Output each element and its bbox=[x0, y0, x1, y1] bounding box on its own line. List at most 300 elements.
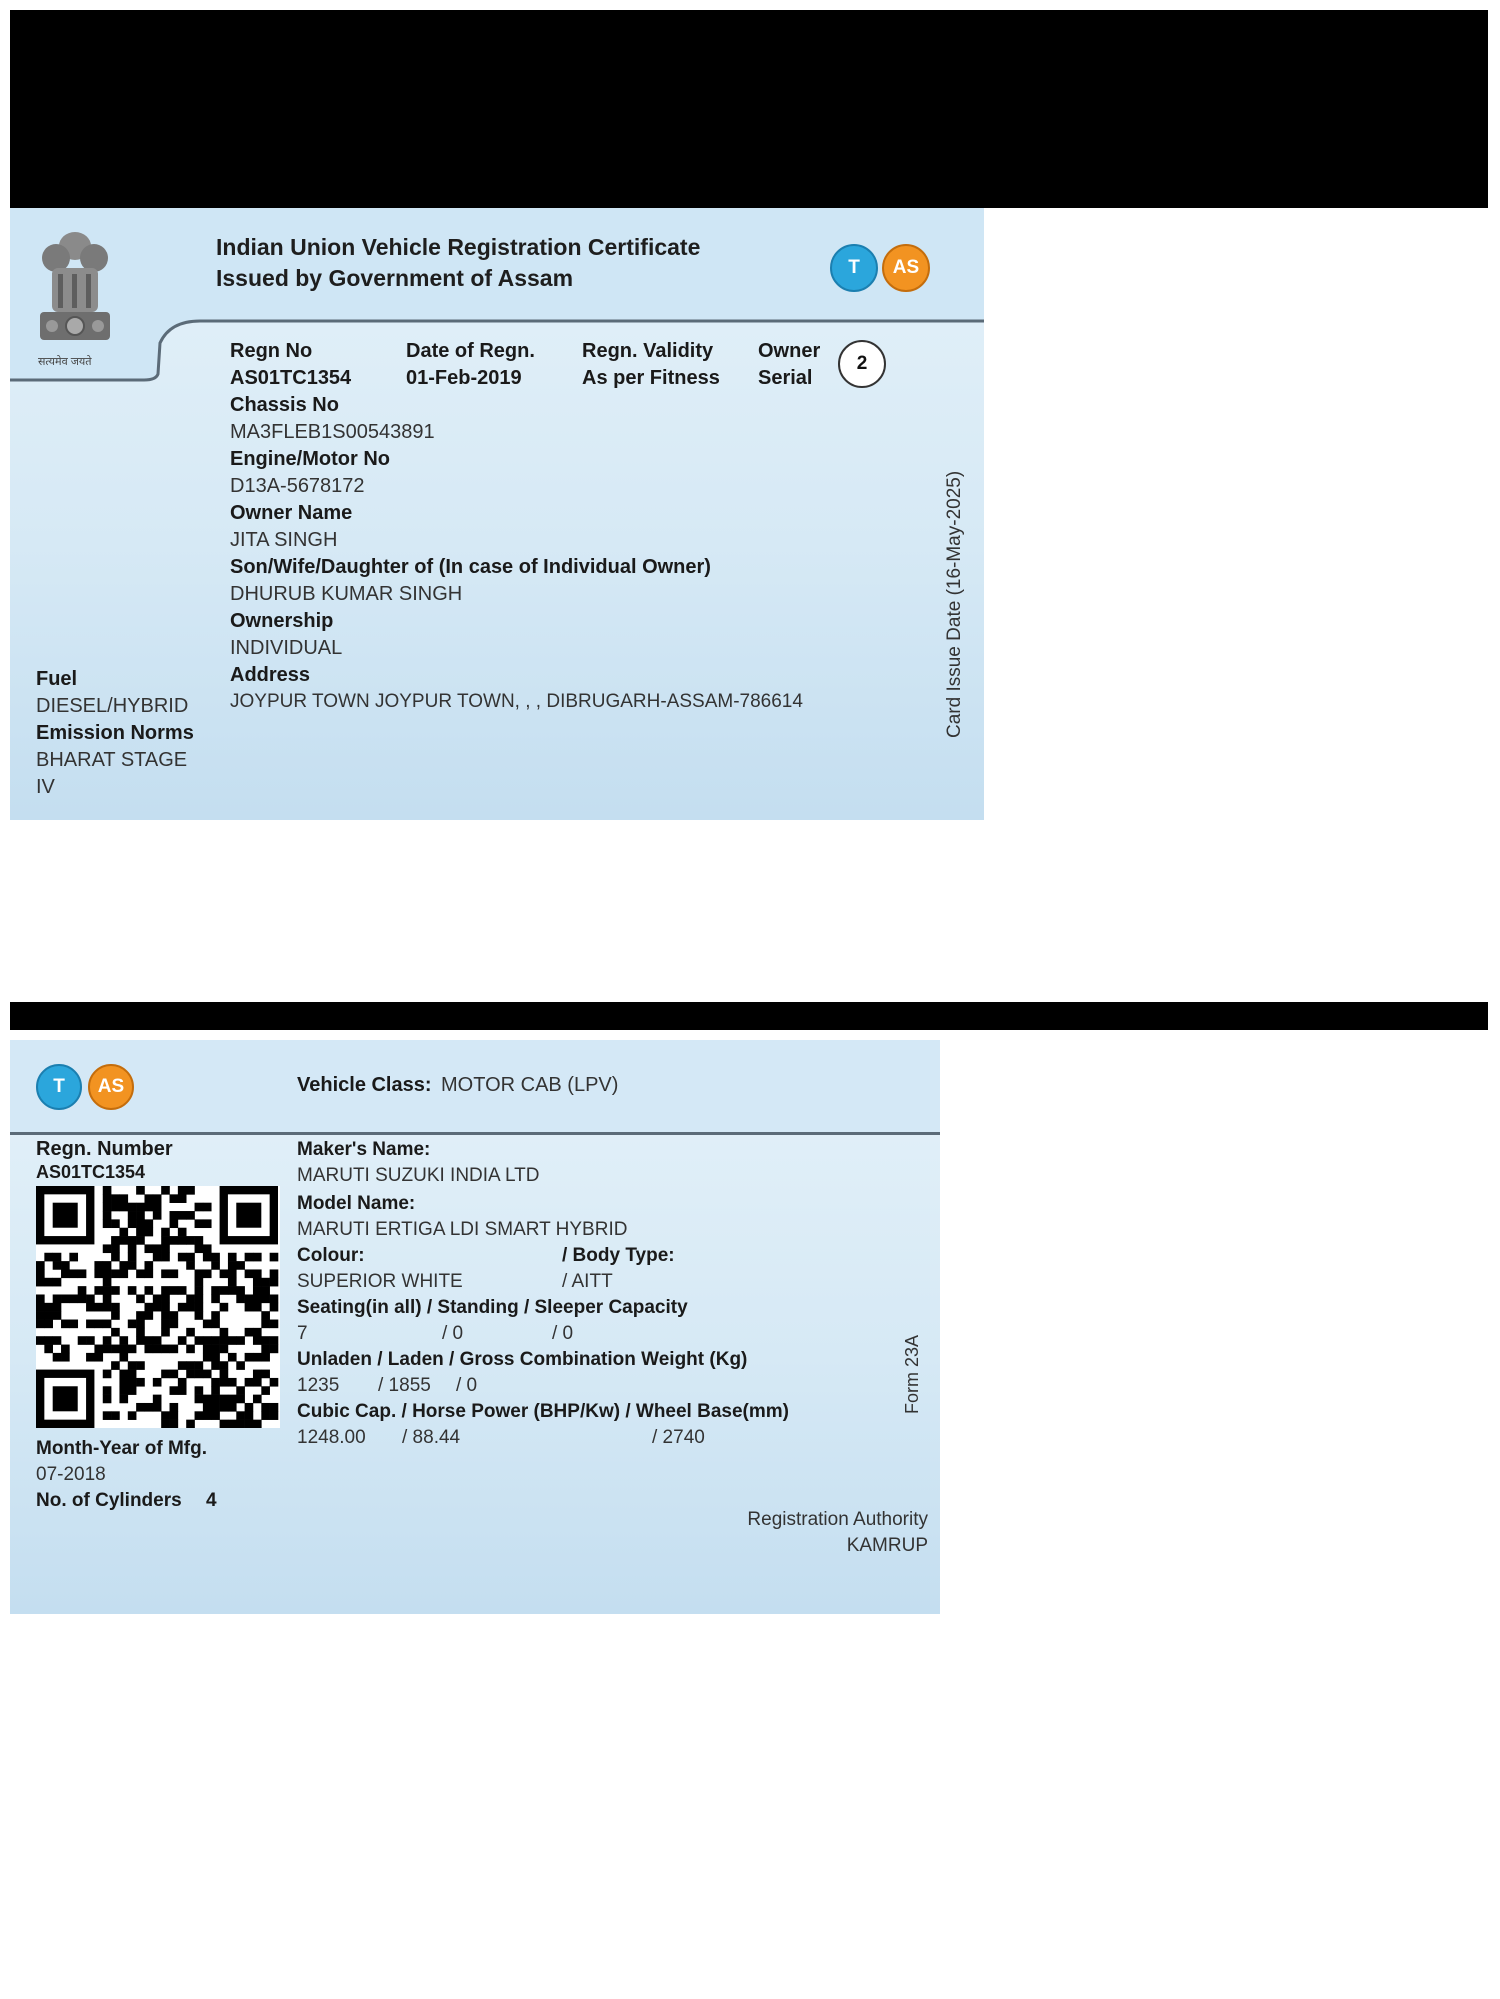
qr-module bbox=[94, 1269, 103, 1278]
qr-module bbox=[203, 1395, 212, 1404]
qr-module bbox=[170, 1194, 179, 1203]
standing-value: / 0 bbox=[442, 1323, 464, 1344]
qr-module bbox=[36, 1278, 45, 1287]
qr-module bbox=[170, 1345, 179, 1354]
qr-module bbox=[103, 1395, 112, 1404]
authority-label: Registration Authority bbox=[747, 1509, 928, 1530]
colour-label: Colour: bbox=[297, 1245, 365, 1266]
qr-module bbox=[203, 1203, 212, 1212]
address-label: Address bbox=[230, 664, 311, 686]
qr-module bbox=[86, 1320, 95, 1329]
qr-module bbox=[161, 1294, 170, 1303]
qr-module bbox=[228, 1253, 237, 1262]
qr-module bbox=[44, 1320, 53, 1329]
owner-label: Owner bbox=[758, 340, 821, 362]
qr-module bbox=[153, 1336, 162, 1345]
qr-module bbox=[53, 1336, 62, 1345]
qr-module bbox=[161, 1345, 170, 1354]
qr-module bbox=[44, 1311, 53, 1320]
qr-module bbox=[203, 1253, 212, 1262]
qr-module bbox=[128, 1203, 137, 1212]
qr-module bbox=[270, 1278, 279, 1287]
qr-module bbox=[161, 1269, 170, 1278]
qr-module bbox=[61, 1345, 70, 1354]
emission-label: Emission Norms bbox=[36, 722, 194, 744]
qr-module bbox=[236, 1361, 245, 1370]
qr-module bbox=[270, 1269, 279, 1278]
qr-module bbox=[178, 1228, 187, 1237]
authority-value: KAMRUP bbox=[846, 1535, 928, 1556]
qr-module bbox=[261, 1353, 270, 1362]
qr-module bbox=[103, 1294, 112, 1303]
qr-module bbox=[119, 1203, 128, 1212]
chassis-value: MA3FLEB1S00543891 bbox=[230, 421, 435, 443]
qr-module bbox=[261, 1370, 270, 1379]
qr-module bbox=[153, 1211, 162, 1220]
qr-module bbox=[61, 1294, 70, 1303]
qr-finder-pattern bbox=[220, 1186, 278, 1244]
qr-module bbox=[270, 1345, 279, 1354]
qr-module bbox=[103, 1411, 112, 1420]
qr-module bbox=[53, 1311, 62, 1320]
qr-module bbox=[103, 1211, 112, 1220]
qr-module bbox=[203, 1370, 212, 1379]
qr-module bbox=[119, 1370, 128, 1379]
qr-module bbox=[211, 1403, 220, 1412]
cubic-label: Cubic Cap. / Horse Power (BHP/Kw) / Wheel Base(mm) bbox=[297, 1401, 789, 1422]
makers-name-label: Maker's Name: bbox=[297, 1139, 431, 1160]
qr-module bbox=[203, 1353, 212, 1362]
qr-module bbox=[220, 1336, 229, 1345]
cylinders-value: 4 bbox=[206, 1490, 217, 1511]
qr-module bbox=[78, 1269, 87, 1278]
qr-module bbox=[144, 1203, 153, 1212]
regn-validity-value: As per Fitness bbox=[582, 367, 720, 389]
qr-module bbox=[186, 1420, 195, 1428]
qr-module bbox=[170, 1403, 179, 1412]
model-name-label: Model Name: bbox=[297, 1193, 416, 1214]
qr-module bbox=[186, 1303, 195, 1312]
qr-module bbox=[119, 1269, 128, 1278]
vehicle-class-label: Vehicle Class: bbox=[297, 1074, 432, 1096]
qr-module bbox=[103, 1219, 112, 1228]
body-type-label: / Body Type: bbox=[562, 1245, 675, 1266]
qr-module bbox=[261, 1411, 270, 1420]
qr-module bbox=[128, 1370, 137, 1379]
qr-module bbox=[261, 1336, 270, 1345]
qr-module bbox=[170, 1269, 179, 1278]
qr-module bbox=[128, 1244, 137, 1253]
qr-finder-pattern bbox=[36, 1370, 94, 1428]
transport-badge bbox=[36, 1064, 82, 1110]
qr-module bbox=[86, 1353, 95, 1362]
qr-module bbox=[261, 1294, 270, 1303]
owner-name-value: JITA SINGH bbox=[230, 529, 338, 551]
qr-module bbox=[36, 1294, 45, 1303]
qr-module bbox=[136, 1311, 145, 1320]
qr-module bbox=[253, 1395, 262, 1404]
weight-label: Unladen / Laden / Gross Combination Weight (Kg) bbox=[297, 1349, 748, 1370]
qr-module bbox=[53, 1303, 62, 1312]
qr-module bbox=[128, 1378, 137, 1387]
qr-module bbox=[170, 1311, 179, 1320]
qr-module bbox=[69, 1269, 78, 1278]
qr-module bbox=[136, 1378, 145, 1387]
qr-module bbox=[61, 1269, 70, 1278]
qr-module bbox=[170, 1211, 179, 1220]
qr-module bbox=[211, 1361, 220, 1370]
qr-module bbox=[261, 1345, 270, 1354]
qr-module bbox=[170, 1411, 179, 1420]
qr-module bbox=[228, 1261, 237, 1270]
fuel-value: DIESEL/HYBRID bbox=[36, 695, 189, 717]
card-title-line1: Indian Union Vehicle Registration Certificate bbox=[216, 234, 701, 260]
qr-module bbox=[178, 1211, 187, 1220]
qr-module bbox=[136, 1186, 145, 1195]
transport-badge-label: T bbox=[53, 1076, 65, 1097]
ashoka-emblem-icon bbox=[32, 224, 118, 354]
qr-module bbox=[78, 1286, 87, 1295]
ashoka-emblem bbox=[32, 224, 118, 374]
sleeper-value: / 0 bbox=[552, 1323, 574, 1344]
qr-finder-pattern bbox=[36, 1186, 94, 1244]
qr-module bbox=[220, 1403, 229, 1412]
seating-label: Seating(in all) / Standing / Sleeper Capacity bbox=[297, 1297, 688, 1318]
qr-module bbox=[270, 1294, 279, 1303]
qr-module bbox=[203, 1244, 212, 1253]
qr-module bbox=[211, 1311, 220, 1320]
qr-module bbox=[170, 1370, 179, 1379]
qr-module bbox=[236, 1294, 245, 1303]
qr-module bbox=[261, 1403, 270, 1412]
mfg-label: Month-Year of Mfg. bbox=[36, 1438, 207, 1459]
qr-module bbox=[261, 1278, 270, 1287]
qr-module bbox=[195, 1294, 204, 1303]
mfg-value: 07-2018 bbox=[36, 1464, 106, 1485]
qr-module bbox=[136, 1328, 145, 1337]
qr-module bbox=[203, 1403, 212, 1412]
qr-module bbox=[86, 1336, 95, 1345]
qr-module bbox=[119, 1236, 128, 1245]
qr-module bbox=[136, 1403, 145, 1412]
qr-module bbox=[195, 1411, 204, 1420]
rc-card-front bbox=[10, 208, 984, 820]
qr-module bbox=[111, 1236, 120, 1245]
qr-module bbox=[161, 1311, 170, 1320]
qr-module bbox=[78, 1336, 87, 1345]
qr-module bbox=[270, 1320, 279, 1329]
qr-module bbox=[186, 1253, 195, 1262]
qr-module bbox=[36, 1303, 45, 1312]
qr-module bbox=[245, 1378, 254, 1387]
qr-module bbox=[103, 1244, 112, 1253]
qr-module bbox=[144, 1403, 153, 1412]
qr-module bbox=[136, 1236, 145, 1245]
qr-module bbox=[253, 1336, 262, 1345]
qr-module bbox=[94, 1353, 103, 1362]
makers-name-value: MARUTI SUZUKI INDIA LTD bbox=[297, 1165, 540, 1186]
qr-module bbox=[103, 1203, 112, 1212]
qr-module bbox=[178, 1186, 187, 1195]
qr-module bbox=[86, 1294, 95, 1303]
qr-module bbox=[253, 1328, 262, 1337]
qr-module bbox=[186, 1236, 195, 1245]
cylinders-label: No. of Cylinders bbox=[36, 1490, 182, 1511]
qr-module bbox=[211, 1345, 220, 1354]
qr-module bbox=[144, 1286, 153, 1295]
engine-label: Engine/Motor No bbox=[230, 448, 390, 470]
qr-module bbox=[44, 1253, 53, 1262]
qr-module bbox=[111, 1203, 120, 1212]
qr-module bbox=[111, 1311, 120, 1320]
qr-module bbox=[94, 1303, 103, 1312]
qr-module bbox=[161, 1420, 170, 1428]
gross-value: / 0 bbox=[456, 1375, 478, 1396]
qr-module bbox=[220, 1286, 229, 1295]
qr-module bbox=[128, 1320, 137, 1329]
qr-module bbox=[195, 1395, 204, 1404]
qr-module bbox=[144, 1228, 153, 1237]
qr-module bbox=[195, 1278, 204, 1287]
qr-module bbox=[144, 1244, 153, 1253]
qr-module bbox=[111, 1194, 120, 1203]
qr-module bbox=[245, 1303, 254, 1312]
qr-module bbox=[195, 1269, 204, 1278]
qr-module bbox=[44, 1336, 53, 1345]
qr-module bbox=[161, 1253, 170, 1262]
redaction-bar-top bbox=[10, 10, 1488, 208]
qr-module bbox=[103, 1261, 112, 1270]
qr-module bbox=[161, 1286, 170, 1295]
qr-module bbox=[136, 1211, 145, 1220]
qr-module bbox=[61, 1261, 70, 1270]
qr-module bbox=[111, 1411, 120, 1420]
qr-module bbox=[245, 1411, 254, 1420]
qr-module bbox=[253, 1269, 262, 1278]
qr-module bbox=[103, 1386, 112, 1395]
qr-module bbox=[211, 1395, 220, 1404]
engine-value: D13A-5678172 bbox=[230, 475, 365, 497]
qr-module bbox=[228, 1395, 237, 1404]
qr-module bbox=[195, 1386, 204, 1395]
qr-module bbox=[261, 1320, 270, 1329]
qr-module bbox=[36, 1320, 45, 1329]
qr-module bbox=[69, 1294, 78, 1303]
qr-module bbox=[61, 1353, 70, 1362]
qr-module bbox=[119, 1261, 128, 1270]
qr-module bbox=[136, 1336, 145, 1345]
qr-module bbox=[270, 1411, 279, 1420]
qr-module bbox=[144, 1311, 153, 1320]
qr-module bbox=[245, 1294, 254, 1303]
qr-module bbox=[153, 1378, 162, 1387]
state-badge-label: AS bbox=[892, 257, 920, 278]
qr-module bbox=[178, 1386, 187, 1395]
qr-module bbox=[94, 1261, 103, 1270]
qr-module bbox=[186, 1361, 195, 1370]
qr-module bbox=[161, 1370, 170, 1379]
date-regn-value: 01-Feb-2019 bbox=[406, 367, 522, 389]
qr-module bbox=[253, 1420, 262, 1428]
qr-module bbox=[69, 1253, 78, 1262]
qr-module bbox=[111, 1345, 120, 1354]
qr-module bbox=[186, 1211, 195, 1220]
qr-module bbox=[153, 1244, 162, 1253]
emission-value-line1: BHARAT STAGE bbox=[36, 749, 188, 771]
qr-module bbox=[220, 1395, 229, 1404]
qr-module bbox=[161, 1328, 170, 1337]
qr-module bbox=[153, 1203, 162, 1212]
qr-module bbox=[44, 1303, 53, 1312]
qr-module bbox=[170, 1420, 179, 1428]
qr-module bbox=[261, 1386, 270, 1395]
qr-module bbox=[195, 1303, 204, 1312]
transport-badge bbox=[830, 244, 878, 292]
qr-module bbox=[270, 1403, 279, 1412]
qr-module bbox=[245, 1253, 254, 1262]
qr-module bbox=[111, 1244, 120, 1253]
qr-module bbox=[253, 1353, 262, 1362]
qr-module bbox=[161, 1303, 170, 1312]
qr-module bbox=[103, 1194, 112, 1203]
qr-module bbox=[128, 1219, 137, 1228]
qr-module bbox=[203, 1411, 212, 1420]
qr-module bbox=[128, 1411, 137, 1420]
qr-module bbox=[195, 1361, 204, 1370]
qr-module bbox=[170, 1320, 179, 1329]
qr-code bbox=[36, 1186, 280, 1428]
qr-module bbox=[161, 1411, 170, 1420]
address-value: JOYPUR TOWN JOYPUR TOWN, , , DIBRUGARH-ASSAM-786614 bbox=[230, 691, 803, 712]
qr-module bbox=[178, 1361, 187, 1370]
qr-module bbox=[170, 1286, 179, 1295]
qr-module bbox=[136, 1228, 145, 1237]
qr-module bbox=[220, 1370, 229, 1379]
qr-module bbox=[253, 1378, 262, 1387]
qr-module bbox=[103, 1320, 112, 1329]
qr-module bbox=[270, 1253, 279, 1262]
qr-module bbox=[119, 1386, 128, 1395]
qr-module bbox=[111, 1286, 120, 1295]
qr-module bbox=[178, 1336, 187, 1345]
qr-module bbox=[128, 1286, 137, 1295]
qr-module bbox=[69, 1320, 78, 1329]
qr-module bbox=[211, 1378, 220, 1387]
qr-module bbox=[253, 1278, 262, 1287]
qr-module bbox=[195, 1370, 204, 1379]
qr-module bbox=[111, 1269, 120, 1278]
qr-module bbox=[211, 1320, 220, 1329]
qr-module bbox=[236, 1411, 245, 1420]
qr-module bbox=[253, 1286, 262, 1295]
qr-module bbox=[195, 1336, 204, 1345]
qr-module bbox=[119, 1353, 128, 1362]
qr-module bbox=[53, 1353, 62, 1362]
serial-label: Serial bbox=[758, 367, 813, 389]
qr-module bbox=[128, 1361, 137, 1370]
qr-module bbox=[103, 1370, 112, 1379]
qr-module bbox=[211, 1353, 220, 1362]
qr-module bbox=[236, 1261, 245, 1270]
qr-module bbox=[220, 1345, 229, 1354]
qr-module bbox=[111, 1253, 120, 1262]
ownership-label: Ownership bbox=[230, 610, 334, 632]
qr-module bbox=[111, 1328, 120, 1337]
qr-module bbox=[111, 1303, 120, 1312]
card-issue-date: Card Issue Date (16-May-2025) bbox=[944, 470, 965, 738]
qr-module bbox=[103, 1278, 112, 1287]
qr-module bbox=[203, 1345, 212, 1354]
seating-value: 7 bbox=[297, 1323, 308, 1344]
state-badge bbox=[882, 244, 930, 292]
qr-module bbox=[186, 1370, 195, 1379]
qr-module bbox=[153, 1294, 162, 1303]
qr-module bbox=[153, 1403, 162, 1412]
qr-module bbox=[253, 1253, 262, 1262]
qr-module bbox=[228, 1378, 237, 1387]
qr-module bbox=[203, 1320, 212, 1329]
regn-number-label: Regn. Number bbox=[36, 1138, 173, 1160]
qr-module bbox=[119, 1336, 128, 1345]
state-badge bbox=[88, 1064, 134, 1110]
qr-module bbox=[178, 1253, 187, 1262]
qr-module bbox=[253, 1294, 262, 1303]
qr-module bbox=[195, 1203, 204, 1212]
qr-module bbox=[178, 1194, 187, 1203]
qr-module bbox=[261, 1311, 270, 1320]
qr-module bbox=[211, 1286, 220, 1295]
qr-module bbox=[94, 1320, 103, 1329]
form-label: Form 23A bbox=[902, 1334, 922, 1414]
qr-module bbox=[111, 1219, 120, 1228]
colour-value: SUPERIOR WHITE bbox=[297, 1271, 463, 1292]
qr-module bbox=[36, 1269, 45, 1278]
qr-module bbox=[144, 1261, 153, 1270]
qr-module bbox=[119, 1395, 128, 1404]
regn-no-label: Regn No bbox=[230, 340, 313, 362]
qr-module bbox=[103, 1269, 112, 1278]
qr-module bbox=[136, 1361, 145, 1370]
unladen-value: 1235 bbox=[297, 1375, 340, 1396]
qr-module bbox=[203, 1336, 212, 1345]
qr-module bbox=[128, 1261, 137, 1270]
qr-module bbox=[103, 1186, 112, 1195]
horse-power-value: / 88.44 bbox=[402, 1427, 461, 1448]
qr-module bbox=[94, 1345, 103, 1354]
qr-module bbox=[136, 1294, 145, 1303]
qr-module bbox=[245, 1328, 254, 1337]
qr-module bbox=[228, 1278, 237, 1287]
qr-module bbox=[53, 1294, 62, 1303]
qr-module bbox=[211, 1261, 220, 1270]
cubic-value: 1248.00 bbox=[297, 1427, 366, 1448]
qr-module bbox=[128, 1386, 137, 1395]
owner-serial-value: 2 bbox=[856, 353, 868, 374]
qr-module bbox=[144, 1345, 153, 1354]
redaction-bar-middle bbox=[10, 1002, 1488, 1030]
qr-module bbox=[103, 1336, 112, 1345]
qr-module bbox=[61, 1320, 70, 1329]
model-name-value: MARUTI ERTIGA LDI SMART HYBRID bbox=[297, 1219, 628, 1240]
qr-module bbox=[270, 1378, 279, 1387]
qr-module bbox=[220, 1269, 229, 1278]
qr-module bbox=[211, 1294, 220, 1303]
chassis-label: Chassis No bbox=[230, 394, 339, 416]
qr-module bbox=[170, 1386, 179, 1395]
qr-module bbox=[228, 1353, 237, 1362]
qr-module bbox=[195, 1286, 204, 1295]
qr-module bbox=[220, 1378, 229, 1387]
